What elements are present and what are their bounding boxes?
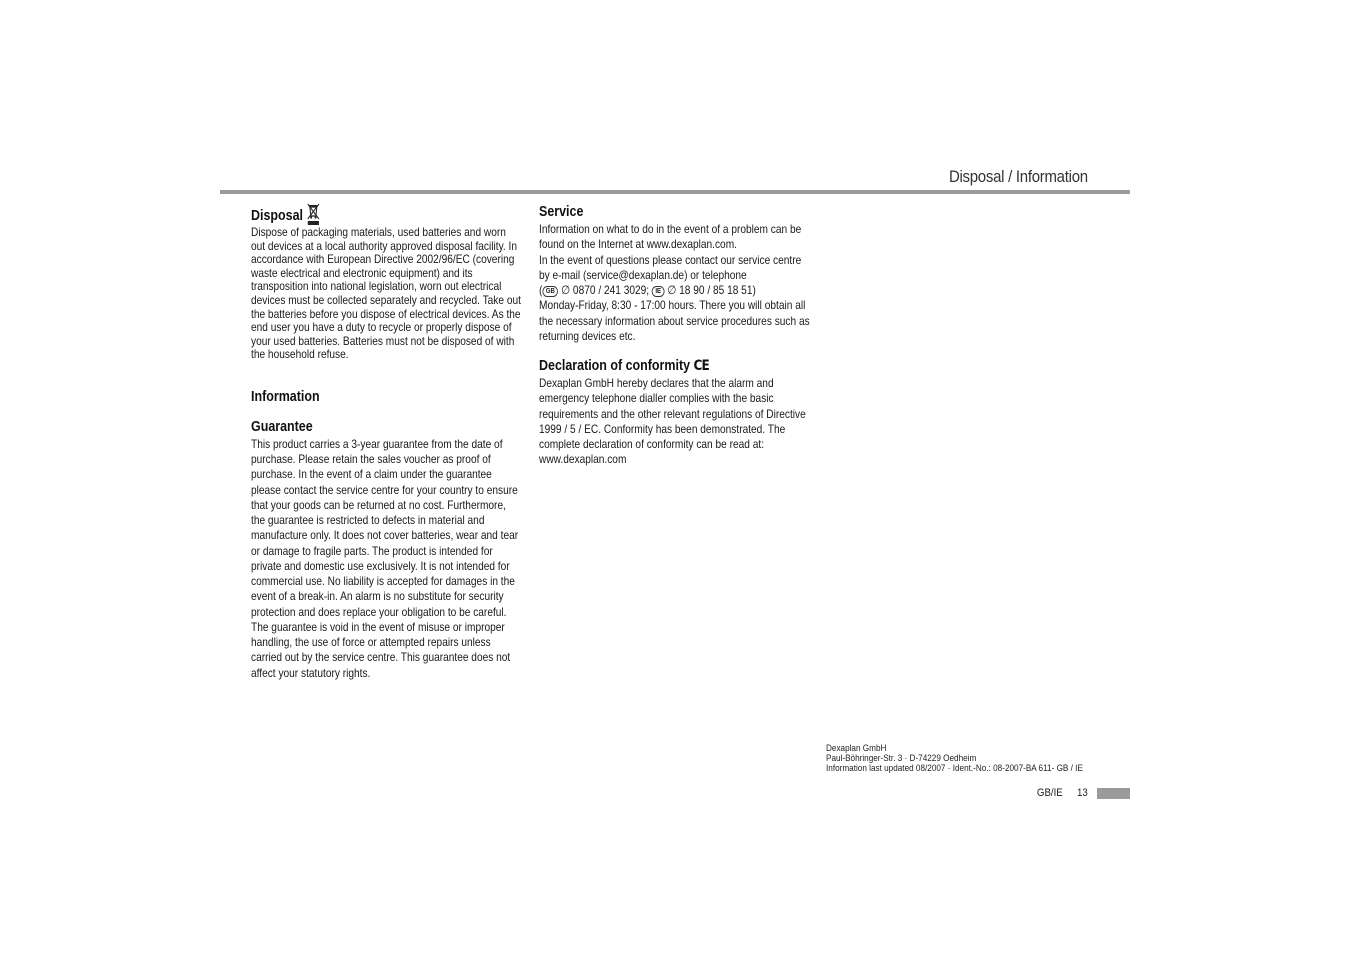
header-rule bbox=[220, 190, 1130, 194]
phone-icon: ∅ bbox=[561, 283, 571, 297]
disposal-text: Dispose of packaging materials, used batteries and worn out devices at a local authority approved disposal facility. In accordance with European Directive 2002/96/EC (covering waste electrical and electronic equipment) and its transposition into national legislation, worn out electrical devices must be collected separately and recycled. Take out the batteries before you dispose of electrical devices. As the end user you have a duty to recycle or properly dispose of your used batteries. Batteries must not be disposed of with the household refuse. bbox=[251, 225, 521, 362]
ie-country-badge: IE bbox=[652, 286, 665, 297]
region-label: GB/IE bbox=[1037, 787, 1064, 799]
left-column bbox=[251, 203, 523, 681]
guarantee-heading: Guarantee bbox=[251, 418, 313, 435]
ce-mark-icon: CE bbox=[693, 358, 709, 374]
service-text-1: Information on what to do in the event of a problem can be found on the Internet at www.dexaplan.com. bbox=[539, 222, 802, 252]
footer-company: Dexaplan GmbH bbox=[826, 743, 887, 754]
disposal-heading-row bbox=[251, 203, 522, 226]
guarantee-text: This product carries a 3-year guarantee from the date of purchase. Please retain the sales voucher as proof of purchase. In the event of a claim under the guarantee please contact the service centre for your country to ensure that your goods can be returned at no cost. Furthermore, the guarantee is restricted to defects in material and manufacture only. It does not cover batteries, wear and tear or damage to fragile parts. The product is intended for private and domestic use exclusively. It is not intended for commercial use. No liability is accepted for damages in the event of a break-in. An alarm is no substitute for security protection and does replace your obligation to be careful. The guarantee is void in the event of misuse or improper handling, the use of force or attempted repairs unless carried out by the service centre. This guarantee does not affect your statutory rights. bbox=[251, 436, 519, 680]
gb-country-badge: GB bbox=[542, 286, 558, 297]
footer-imprint bbox=[826, 744, 1083, 774]
service-text-3: Monday-Friday, 8:30 - 17:00 hours. There you will obtain all the necessary information about service procedures such as returning devices etc. bbox=[539, 298, 810, 343]
gb-phone-number: 0870 / 241 3029; bbox=[572, 283, 650, 297]
page-number-row bbox=[1037, 787, 1088, 799]
conformity-text: Dexaplan GmbH hereby declares that the alarm and emergency telephone dialler complies with the basic requirements and the other relevant regulations of Directive 1999 / 5 / EC. Conformity has been demonstrated. The complete declaration of conformity can be read at: www.dexaplan.com bbox=[539, 376, 806, 467]
crossed-out-wheelie-bin-icon bbox=[306, 203, 321, 226]
page-number: 13 bbox=[1077, 787, 1088, 799]
service-phone-line bbox=[539, 283, 813, 298]
page-header-title: Disposal / Information bbox=[949, 167, 1088, 186]
information-heading: Information bbox=[251, 388, 320, 405]
footer-address: Paul-Böhringer-Str. 3 · D-74229 Oedheim bbox=[826, 753, 977, 764]
right-column bbox=[539, 203, 814, 468]
phone-icon: ∅ bbox=[667, 283, 677, 297]
right-column-content bbox=[539, 203, 813, 468]
conformity-heading: Declaration of conformity bbox=[539, 358, 691, 374]
conformity-heading-row bbox=[539, 357, 813, 376]
service-heading: Service bbox=[539, 204, 584, 220]
service-text-2: In the event of questions please contact our service centre by e-mail (service@dexaplan.de) or telephone bbox=[539, 252, 802, 282]
footer-updated: Information last updated 08/2007 · Ident.-No.: 08-2007-BA 611- GB / IE bbox=[826, 763, 1083, 774]
open-paren: ( bbox=[539, 283, 543, 297]
page-marker-bar bbox=[1097, 788, 1130, 799]
left-column-content bbox=[251, 203, 522, 681]
ie-phone-number: 18 90 / 85 18 51) bbox=[679, 283, 756, 297]
disposal-heading: Disposal bbox=[251, 208, 303, 224]
